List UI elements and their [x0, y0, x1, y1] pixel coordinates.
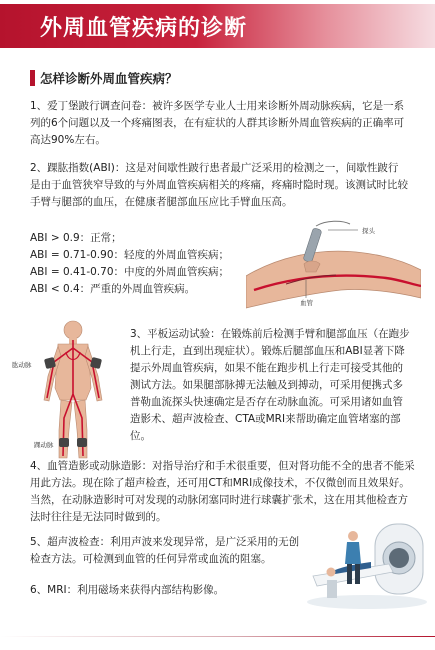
- item-2-abi: 2、踝肱指数(ABI)：这是对间歇性跛行患者最广泛采用的检测之一，间歇性跛行是由于血管狭窄导致的与外周血管疾病相关的疼痛，疼痛时隐时现。该测试时比较手臂与腿部的血压，在健康者腿部血压应比手臂血压高。: [30, 162, 408, 208]
- section-heading-text: 怎样诊断外周血管疾病？: [40, 71, 178, 86]
- bottom-divider: [0, 636, 435, 637]
- abi-list-item: ABI < 0.4：严重的外周血管疾病。: [30, 283, 196, 295]
- section-marker: [30, 70, 35, 86]
- item-6-mri: 6、MRI：利用磁场来获得内部结构影像。: [30, 584, 225, 596]
- item-4-angiography: 4、血管造影或动脉造影：对指导治疗和手术很重要，但对肾功能不全的患者不能采用此方法。现在除了超声检查，还可用CT和MRI成像技术，不仅微创而且效果好。当然，在动脉造影时可对发现的动脉闭塞同时进行球囊扩张术，这在用其他检查方法时往往是无法同时做到的。: [30, 460, 415, 523]
- title-banner: [0, 4, 435, 48]
- abi-list-item: ABI = 0.41-0.70：中度的外周血管疾病；: [30, 266, 230, 278]
- probe-label: 探头: [362, 227, 375, 235]
- abi-list: [30, 230, 229, 298]
- brachial-artery-label: 肱动脉: [12, 361, 32, 369]
- abi-list-item: ABI > 0.9：正常；: [30, 232, 122, 244]
- ankle-artery-label: 踝动脉: [34, 441, 54, 449]
- abi-list-item: ABI = 0.71-0.90：轻度的外周血管疾病；: [30, 249, 230, 261]
- page-title: 外周血管疾病的诊断: [40, 16, 248, 41]
- item-3-treadmill: 3、平板运动试验：在锻炼前后检测手臂和腿部血压（在跑步机上行走，直到出现症状）。锻炼后腿部血压和ABI显著下降提示外周血管疾病，如果不能在跑步机上行走可接受其他的测试方法。如果腿部脉搏无法触及到搏动，可采用便携式多普勒血流探头快速确定是否存在动脉血流。可采用诸如血管造影术、超声波检查、CTA或MRI来帮助确定血管堵塞的部位。: [130, 328, 410, 442]
- item-1-questionnaire: 1、爱丁堡跛行调查问卷：被许多医学专业人士用来诊断外周动脉疾病，它是一系列的6个问题以及一个疼痛图表，在有症状的人群其诊断外周血管疾病的正确率可高达90%左右。: [30, 100, 405, 146]
- item-5-ultrasound: 5、超声波检查：利用声波来发现异常，是广泛采用的无创检查方法。可检测到血管的任何异常或血流的阻塞。: [30, 536, 300, 565]
- vessel-label: 血管: [300, 299, 313, 307]
- arm-probe-illustration: [246, 218, 421, 310]
